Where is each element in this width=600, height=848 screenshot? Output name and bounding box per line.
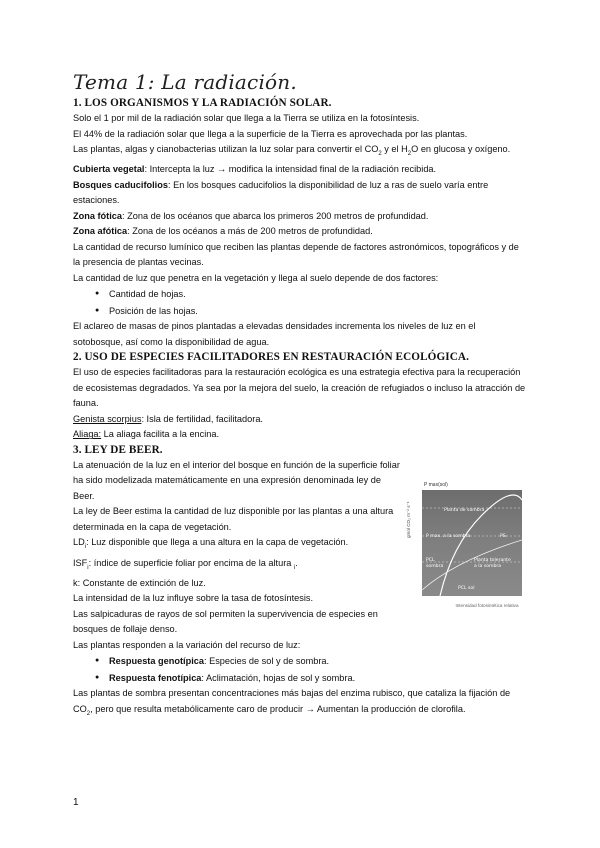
paragraph: Las plantas, algas y cianobacterias utilizan la luz solar para convertir el $CO_2$ y el $H_2O$ en glucosa y oxígeno. [73, 144, 511, 157]
paragraph: Las plantas responden a la variación del recurso de luz: [73, 639, 301, 650]
paragraph: La cantidad de luz que penetra en la vegetación y llega al suelo depende de dos factores: [73, 272, 439, 283]
paragraph: El aclareo de masas de pinos plantadas a elevadas densidades incrementa los niveles de luz en el sotobosque, así como la disponibilidad de agua. [73, 321, 476, 347]
paragraph: Las salpicaduras de rayos de sol permiten la supervivencia de especies en bosques de follaje denso. [73, 608, 378, 635]
paragraph: El 44% de la radiación solar que llega a la superficie de la Tierra es aprovechada por las plantas. [73, 128, 468, 139]
figure-y-label: gmol CO₂ m⁻² s⁻¹ [406, 501, 411, 538]
section-3-heading: 3. LEY DE BEER. [73, 443, 163, 456]
paragraph: Bosques caducifolios: En los bosques caducifolios la disponibilidad de luz a ras de suelo varía entre estaciones. [73, 179, 489, 206]
paragraph: La cantidad de recurso lumínico que reciben las plantas depende de factores astronómicos, topográficos y de la presencia de plantas vecinas. [73, 241, 519, 268]
photosynthesis-figure [406, 478, 530, 628]
paragraph: Solo el 1 por mil de la radiación solar que llega a la Tierra se utiliza en la fotosíntesis. [73, 113, 420, 123]
figure-label: PCL sombra [426, 558, 444, 569]
paragraph: $ISF_i$: índice de superficie foliar por encima de la altura $_i$. [73, 557, 298, 571]
bullet-list [73, 653, 528, 686]
list-item: ● Respuesta genotípica: Especies de sol y de sombra. [95, 653, 528, 670]
figure-curves [422, 490, 522, 596]
paragraph: Zona fótica: Zona de los océanos que abarca los primeros 200 metros de profundidad. [73, 210, 429, 221]
list-item: ● Respuesta fenotípica: Aclimatación, hojas de sol y sombra. [95, 670, 528, 687]
paragraph: Genista scorpius: Isla de fertilidad, facilitadora. [73, 413, 263, 424]
paragraph: El uso de especies facilitadoras para la restauración ecológica es una estrategia efectiva para la recuperación de ecosistemas degradados. Ya sea por la mejora del suelo, la creación de refugiados o incluso la atracción de fauna. [73, 367, 526, 409]
section-1-heading: 1. LOS ORGANISMOS Y LA RADIACIÓN SOLAR. [73, 97, 332, 109]
page-title: Tema 1: La radiación. [73, 70, 297, 94]
section-2-heading: 2. USO DE ESPECIES FACILITADORES EN RESTAURACIÓN ECOLÓGICA. [73, 351, 469, 364]
beer-text-block [73, 458, 403, 638]
paragraph: Zona afótica: Zona de los océanos a más de 200 metros de profundidad. [73, 226, 373, 237]
paragraph: La ley de Beer estima la cantidad de luz disponible por las plantas a una altura determinada en la capa de vegetación. [73, 506, 394, 532]
list-item: ● Cantidad de hojas. [95, 286, 528, 303]
figure-label: PCL sol [458, 586, 475, 591]
page-number: 1 [73, 797, 79, 808]
paragraph: La atenuación de la luz en el interior del bosque en función de la superficie foliar ha sido modelizada matemáticamente en una expresión denominada ley de Beer. [73, 459, 400, 501]
paragraph: La intensidad de la luz influye sobre la tasa de fotosíntesis. [73, 593, 314, 604]
figure-image [422, 490, 522, 596]
paragraph: Cubierta vegetal: Intercepta la luz → modifica la intensidad final de la radiación recibida. [73, 164, 437, 175]
figure-label: P max. a la sombra [426, 534, 471, 539]
paragraph: k: Constante de extinción de luz. [73, 577, 206, 588]
paragraph: $LD_i$: Luz disponible que llega a una altura en la capa de vegetación. [73, 537, 349, 551]
paragraph: Aliaga: La aliaga facilita a la encina. [73, 429, 220, 440]
figure-label: Planta de sombra [444, 508, 485, 513]
figure-top-label: P max(sol) [424, 482, 448, 488]
figure-caption: Intensidad fotosintética relativa [455, 603, 519, 608]
list-item: ● Posición de las hojas. [95, 303, 528, 320]
paragraph: Las plantas de sombra presentan concentraciones más bajas del enzima rubisco, que cataliza la fijación de $CO_2$, pero que resulta metabólicamente caro de producir → Aumentan la producción de clorofila. [73, 688, 511, 717]
bullet-list [73, 286, 528, 319]
figure-label: PSₗ [500, 534, 507, 539]
figure-label: Planta tolerante a la sombra [474, 558, 511, 569]
